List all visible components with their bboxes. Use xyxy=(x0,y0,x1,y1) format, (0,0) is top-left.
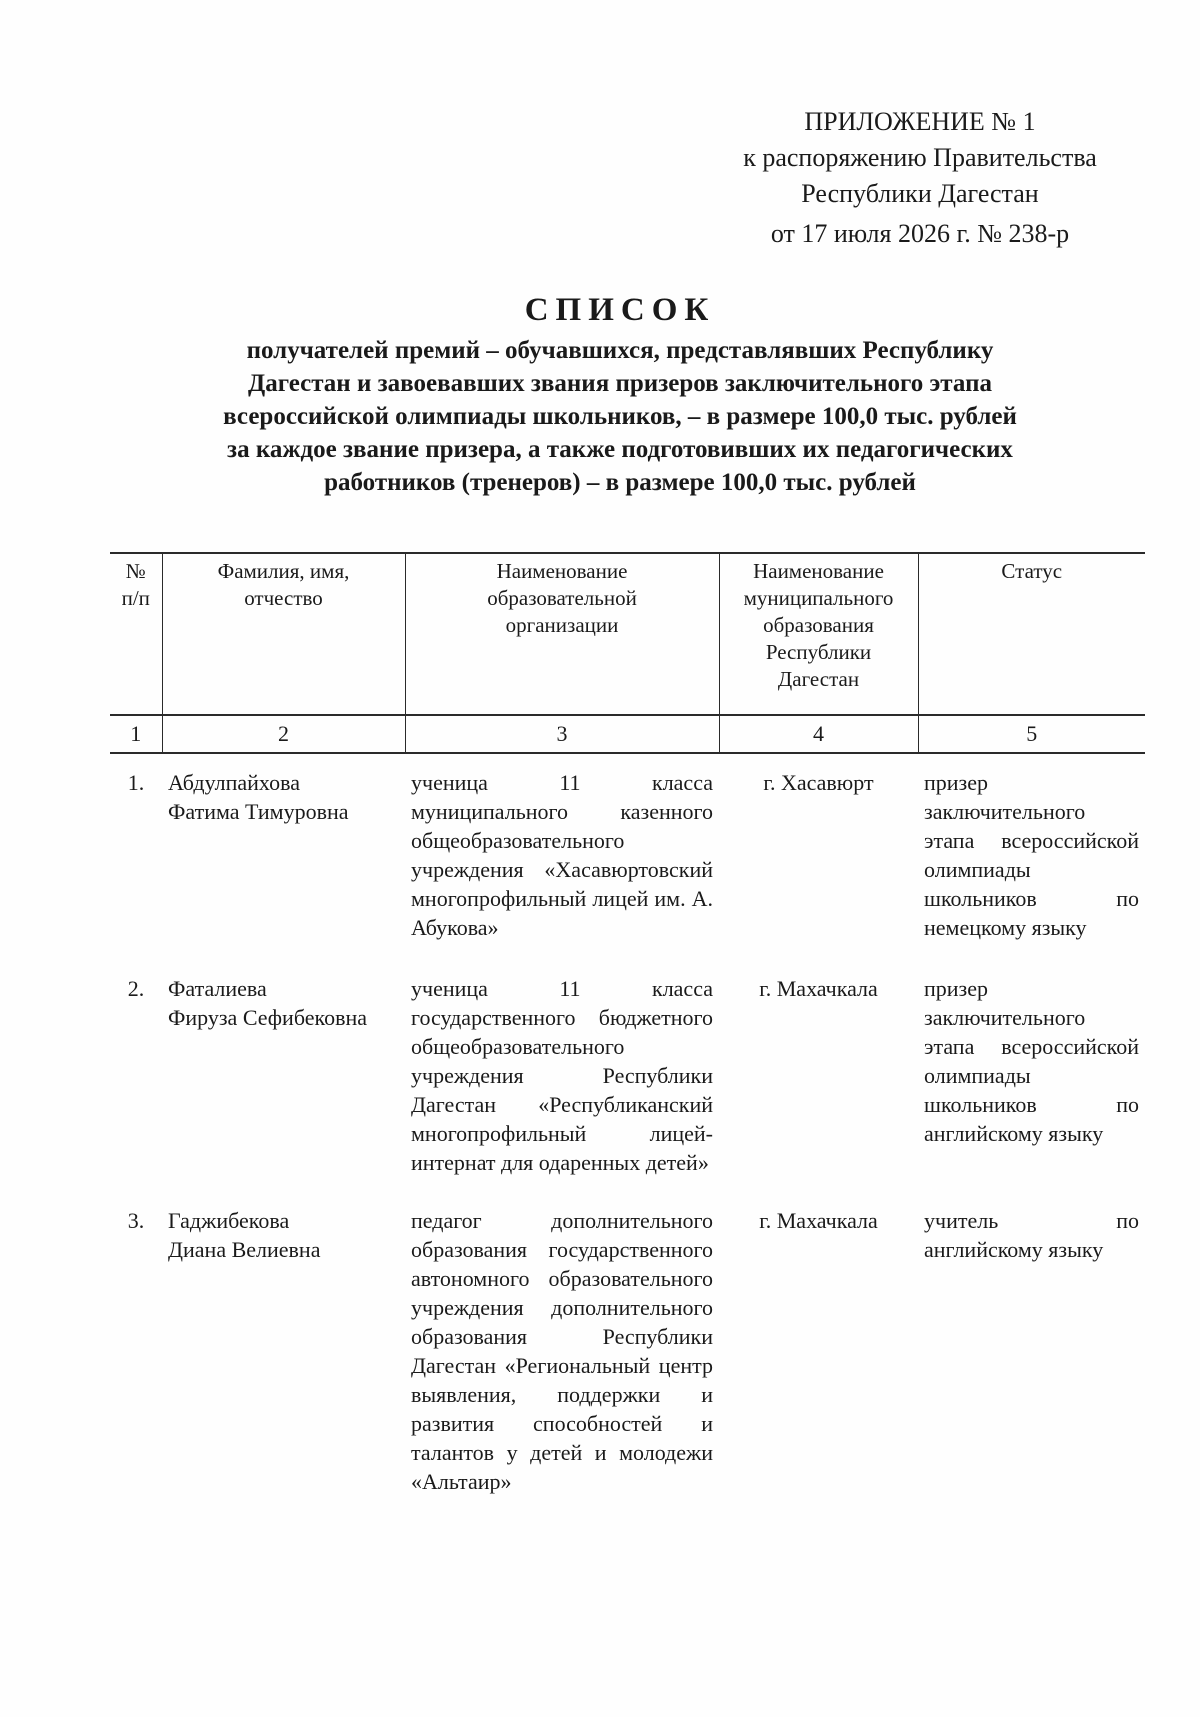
appendix-reference: к распоряжению Правительства xyxy=(743,143,1097,172)
appendix-date: от 17 июля 2026 г. № 238-р xyxy=(770,219,1070,248)
document-title: СПИСОК xyxy=(524,292,716,328)
recipient-given-names: Фатима Тимуровна xyxy=(168,799,349,824)
header-municipality xyxy=(719,553,918,715)
row-number: 2. xyxy=(127,976,145,1001)
status-cell: учитель по английскому языку xyxy=(924,1208,1139,1262)
header-municipality-line: Дагестан xyxy=(777,667,860,691)
document-subtitle xyxy=(150,334,1090,499)
subtitle-line: Дагестан и завоевавших звания призеров заключительного этапа xyxy=(248,370,992,397)
header-municipality-line: муниципального xyxy=(743,586,894,610)
column-number: 1 xyxy=(110,715,162,753)
header-full-name-line: Фамилия, имя, xyxy=(217,559,350,583)
municipality-cell: г. Хасавюрт xyxy=(763,770,874,795)
organization-cell: ученица 11 класса государственного бюджетного общеобразовательного учреждения Республики Дагестан «Республиканский многопрофильный лицей-интернат для одаренных детей» xyxy=(411,976,713,1175)
table-row xyxy=(110,1196,1145,1586)
recipient-surname: Абдулпайхова xyxy=(168,770,300,795)
subtitle-line: всероссийской олимпиады школьников, – в размере 100,0 тыс. рублей xyxy=(223,403,1017,430)
column-number: 2 xyxy=(162,715,405,753)
header-status-line: Статус xyxy=(1001,559,1063,583)
header-organization-line: организации xyxy=(505,613,619,637)
appendix-issuer: Республики Дагестан xyxy=(801,179,1039,208)
organization-cell: педагог дополнительного образования государственного автономного образовательного учреждения дополнительного образования Республики Дагестан «Региональный центр выявления, поддержки и развития способностей и талантов у детей и молодежи «Альтаир» xyxy=(411,1208,713,1494)
municipality-cell: г. Махачкала xyxy=(759,976,878,1001)
header-municipality-line: Республики xyxy=(765,640,872,664)
table-row xyxy=(110,954,1145,1196)
subtitle-line: работников (тренеров) – в размере 100,0 тыс. рублей xyxy=(324,469,916,496)
column-number-row xyxy=(110,715,1145,753)
header-full-name xyxy=(162,553,405,715)
header-row xyxy=(110,553,1145,715)
appendix-title: ПРИЛОЖЕНИЕ № 1 xyxy=(804,107,1036,136)
header-status xyxy=(918,553,1145,715)
column-number: 3 xyxy=(405,715,719,753)
header-full-name-line: отчество xyxy=(244,586,323,610)
header-municipality-line: образования xyxy=(763,613,874,637)
recipient-surname: Гаджибекова xyxy=(168,1208,290,1233)
subtitle-line: за каждое звание призера, а также подготовивших их педагогических xyxy=(227,436,1013,463)
table-header xyxy=(110,553,1145,715)
header-number-line: п/п xyxy=(121,586,150,610)
column-number: 4 xyxy=(719,715,918,753)
recipient-surname: Фаталиева xyxy=(168,976,267,1001)
header-organization xyxy=(405,553,719,715)
header-organization-line: образовательной xyxy=(487,586,637,610)
appendix-header xyxy=(690,104,1150,252)
recipient-given-names: Фируза Сефибековна xyxy=(168,1005,367,1030)
column-number: 5 xyxy=(918,715,1145,753)
recipients-table xyxy=(110,552,1145,1586)
table-row xyxy=(110,753,1145,954)
recipient-name xyxy=(162,753,405,954)
header-organization-line: Наименование xyxy=(496,559,628,583)
municipality-cell: г. Махачкала xyxy=(759,1208,878,1233)
row-number: 1. xyxy=(127,770,145,795)
status-cell: призер заключительного этапа всероссийской олимпиады школьников по немецкому языку xyxy=(924,770,1139,940)
organization-cell: ученица 11 класса муниципального казенного общеобразовательного учреждения «Хасавюртовский многопрофильный лицей им. А. Абукова» xyxy=(411,770,713,940)
row-number: 3. xyxy=(127,1208,145,1233)
header-number xyxy=(110,553,162,715)
header-number-line: № xyxy=(125,559,146,583)
recipient-name xyxy=(162,954,405,1196)
recipient-name xyxy=(162,1196,405,1586)
status-cell: призер заключительного этапа всероссийской олимпиады школьников по английскому языку xyxy=(924,976,1139,1146)
subtitle-line: получателей премий – обучавшихся, представлявших Республику xyxy=(246,337,994,364)
recipient-given-names: Диана Велиевна xyxy=(168,1237,321,1262)
header-municipality-line: Наименование xyxy=(753,559,884,583)
table-body xyxy=(110,715,1145,1586)
